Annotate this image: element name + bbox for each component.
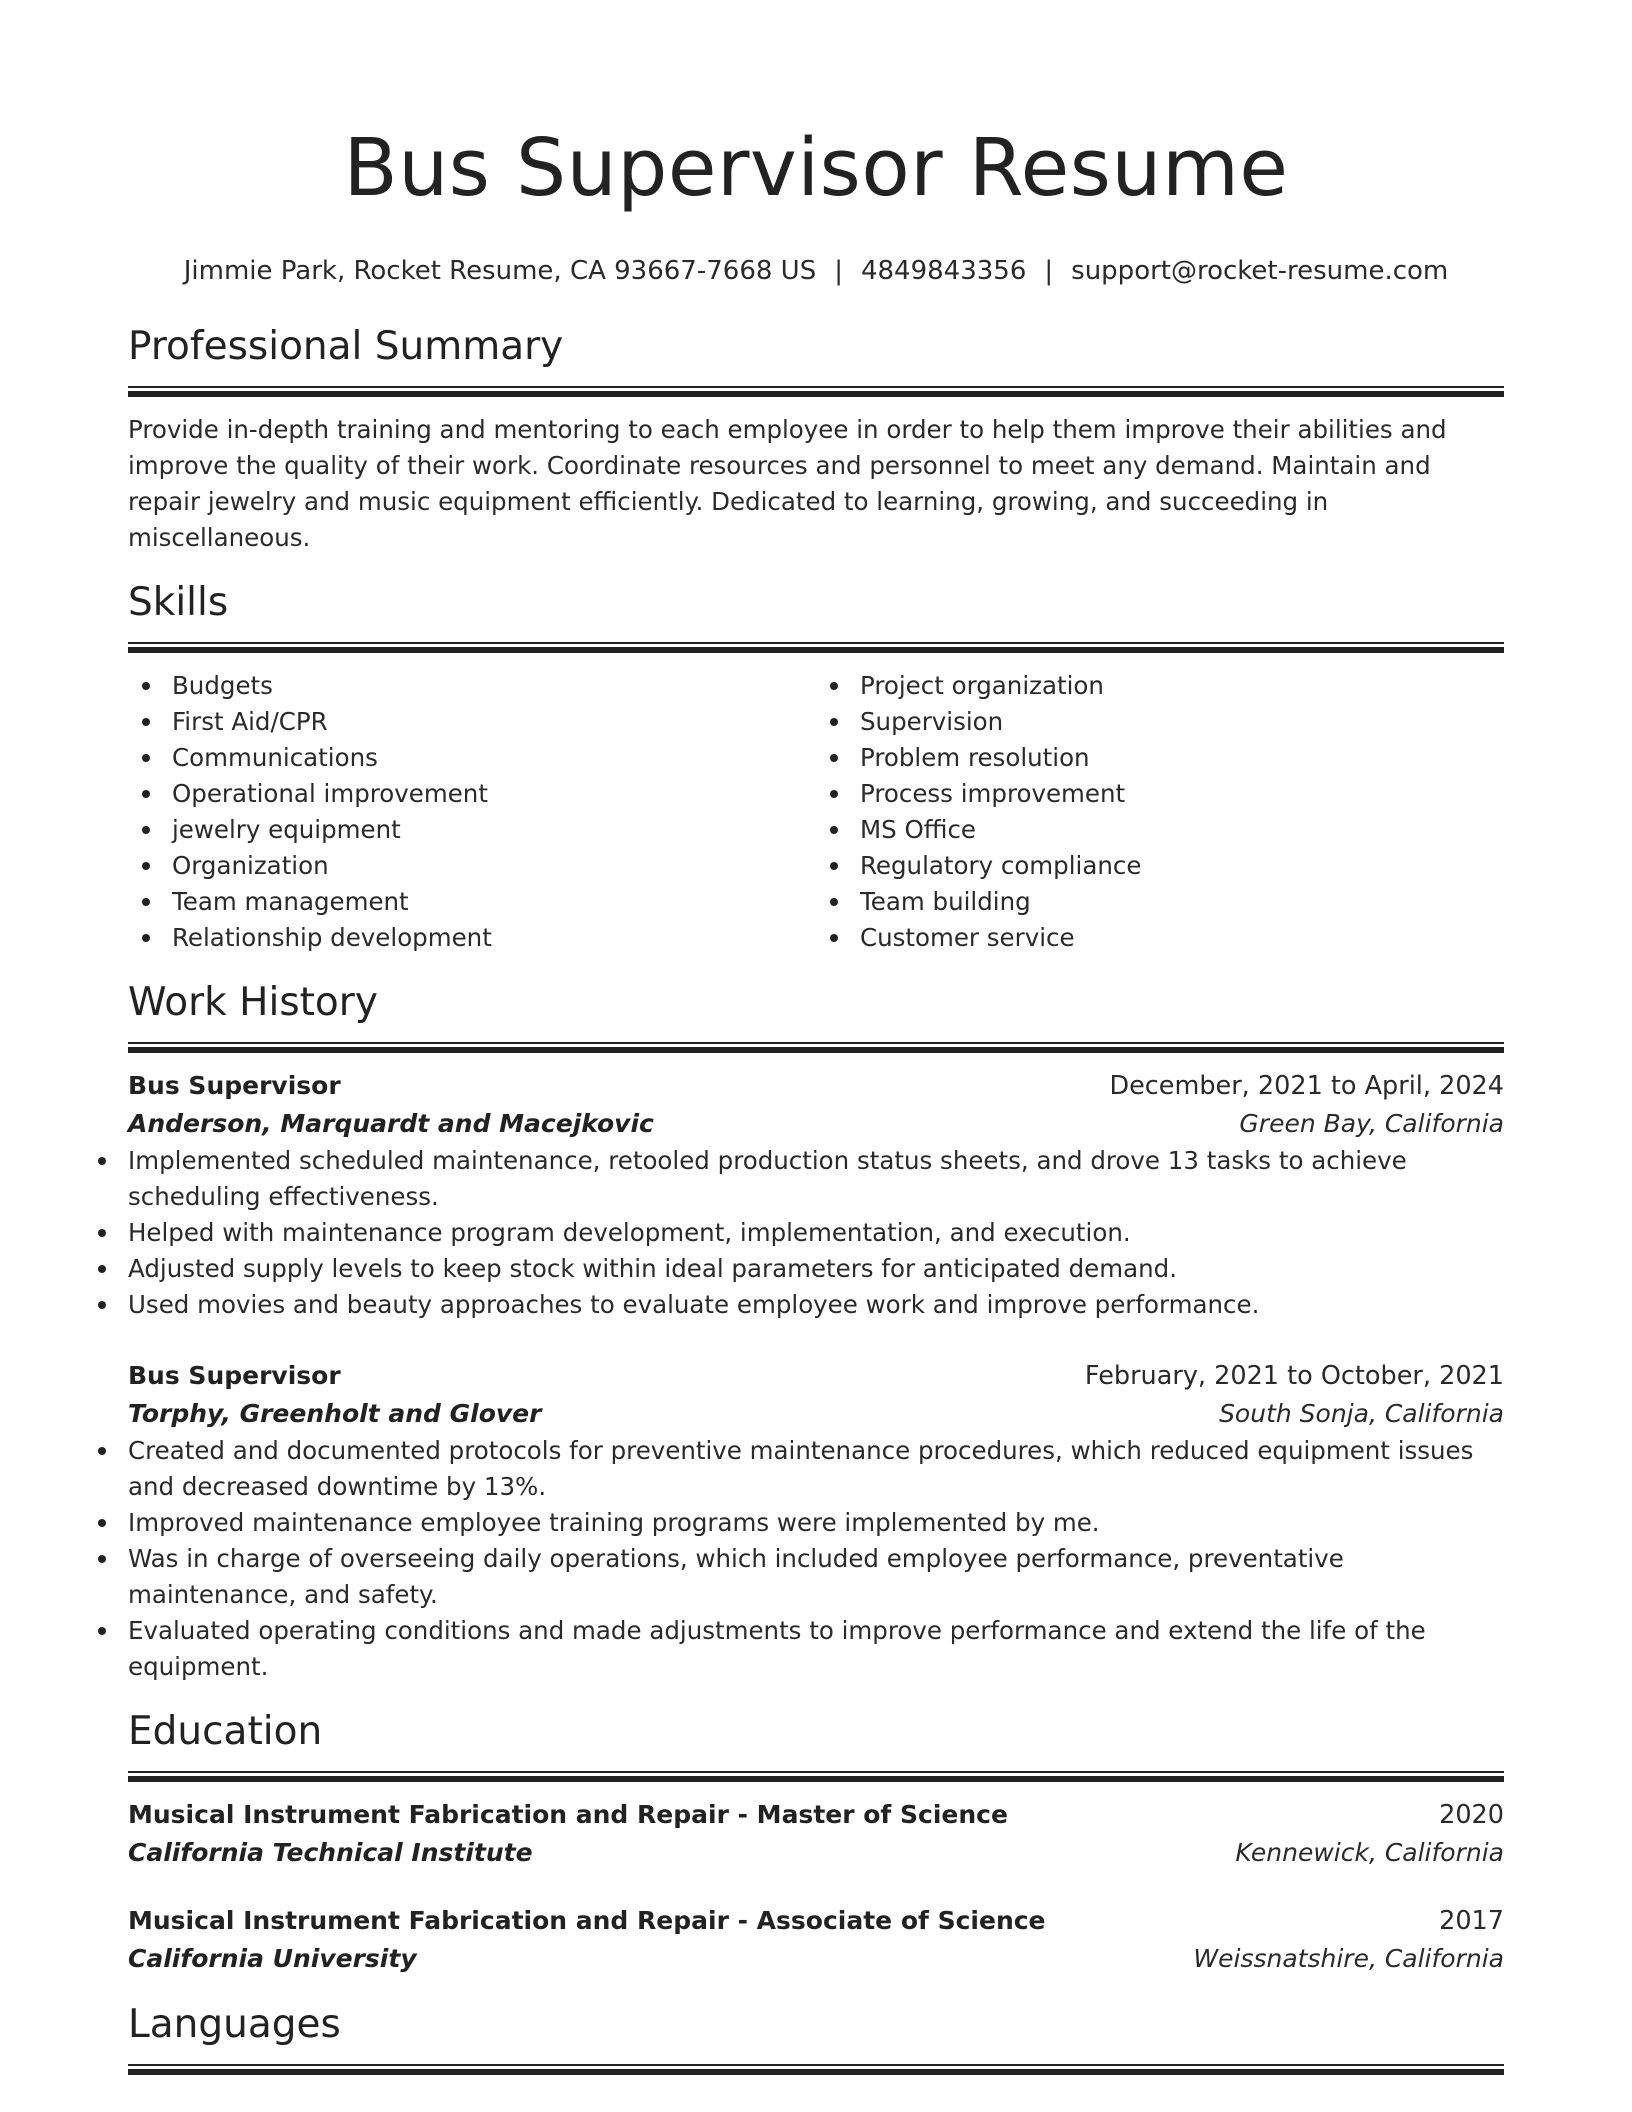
job-location: South Sonja, California	[1219, 1399, 1504, 1428]
job-bullet: Helped with maintenance program development, implementation, and execution.	[128, 1215, 1504, 1251]
education-degree: Musical Instrument Fabrication and Repair - Master of Science	[128, 1800, 1008, 1829]
job-entry	[128, 1067, 1504, 1323]
education-year: 2017	[1439, 1906, 1504, 1936]
job-bullet: Was in charge of overseeing daily operations, which included employee performance, preventative maintenance, and safety.	[128, 1541, 1504, 1613]
job-header	[128, 1357, 1504, 1395]
skill-item: Communications	[172, 740, 816, 776]
skills-list-left	[128, 668, 816, 956]
education-location: Weissnatshire, California	[1193, 1944, 1504, 1973]
job-subheader	[128, 1105, 1504, 1143]
job-header	[128, 1067, 1504, 1105]
education-school: California University	[128, 1944, 417, 1973]
professional-summary-section	[128, 322, 1504, 556]
skill-item: Problem resolution	[860, 740, 1504, 776]
skill-item: Operational improvement	[172, 776, 816, 812]
skill-item: jewelry equipment	[172, 812, 816, 848]
job-bullet-list	[128, 1143, 1504, 1323]
education-entry	[128, 1796, 1504, 1872]
section-heading-languages: Languages	[128, 2002, 341, 2047]
job-company: Torphy, Greenholt and Glover	[128, 1399, 542, 1428]
section-divider	[128, 386, 1504, 397]
education-subheader	[128, 1940, 1504, 1978]
job-bullet: Improved maintenance employee training programs were implemented by me.	[128, 1505, 1504, 1541]
education-year: 2020	[1439, 1800, 1504, 1830]
job-company: Anderson, Marquardt and Macejkovic	[128, 1109, 654, 1138]
education-header	[128, 1796, 1504, 1834]
education-entry	[128, 1902, 1504, 1978]
contact-address: Jimmie Park, Rocket Resume, CA 93667-7668 US	[183, 256, 817, 286]
job-bullet: Used movies and beauty approaches to evaluate employee work and improve performance.	[128, 1287, 1504, 1323]
skill-item: Process improvement	[860, 776, 1504, 812]
section-heading-work: Work History	[128, 980, 378, 1025]
job-entry	[128, 1357, 1504, 1685]
job-location: Green Bay, California	[1239, 1109, 1504, 1138]
skills-section	[128, 578, 1504, 956]
contact-phone: 4849843356	[860, 256, 1027, 286]
languages-section	[128, 2000, 1504, 2075]
section-heading-skills: Skills	[128, 580, 229, 625]
skills-columns	[128, 668, 1504, 956]
section-divider	[128, 1042, 1504, 1053]
job-bullet: Implemented scheduled maintenance, retooled production status sheets, and drove 13 tasks to achieve scheduling effectiveness.	[128, 1143, 1504, 1215]
section-heading-education: Education	[128, 1709, 323, 1754]
job-bullet: Created and documented protocols for preventive maintenance procedures, which reduced equipment issues and decreased downtime by 13%.	[128, 1433, 1504, 1505]
education-subheader	[128, 1834, 1504, 1872]
skill-item: MS Office	[860, 812, 1504, 848]
job-title: Bus Supervisor	[128, 1071, 341, 1100]
job-dates: February, 2021 to October, 2021	[1084, 1361, 1504, 1391]
skill-item: Organization	[172, 848, 816, 884]
resume-title: Bus Supervisor Resume	[343, 122, 1289, 214]
skill-item: Relationship development	[172, 920, 816, 956]
job-bullet: Evaluated operating conditions and made adjustments to improve performance and extend the life of the equipment.	[128, 1613, 1504, 1685]
education-location: Kennewick, California	[1235, 1838, 1504, 1867]
section-heading-summary: Professional Summary	[128, 324, 564, 369]
skills-list-right	[816, 668, 1504, 956]
skill-item: Budgets	[172, 668, 816, 704]
section-divider	[128, 2064, 1504, 2075]
skill-item: Regulatory compliance	[860, 848, 1504, 884]
skill-item: Project organization	[860, 668, 1504, 704]
job-bullet: Adjusted supply levels to keep stock within ideal parameters for anticipated demand.	[128, 1251, 1504, 1287]
education-school: California Technical Institute	[128, 1838, 533, 1867]
skill-item: Customer service	[860, 920, 1504, 956]
section-divider	[128, 1771, 1504, 1782]
education-section	[128, 1707, 1504, 1978]
skill-item: Team management	[172, 884, 816, 920]
job-bullet-list	[128, 1433, 1504, 1685]
job-dates: December, 2021 to April, 2024	[1109, 1071, 1504, 1101]
contact-separator: |	[834, 256, 843, 286]
skill-item: Team building	[860, 884, 1504, 920]
job-subheader	[128, 1395, 1504, 1433]
contact-email: support@rocket-resume.com	[1071, 256, 1449, 286]
education-header	[128, 1902, 1504, 1940]
skill-item: Supervision	[860, 704, 1504, 740]
summary-text: Provide in-depth training and mentoring to each employee in order to help them improve their abilities and improve the quality of their work. Coordinate resources and personnel to meet any demand. Maintain and repair jewelry and music equipment efficiently. Dedicated to learning, growing, and succeeding in miscellaneous.	[128, 415, 1447, 552]
contact-separator: |	[1044, 256, 1054, 286]
work-history-section	[128, 978, 1504, 1685]
contact-line	[128, 254, 1504, 288]
education-degree: Musical Instrument Fabrication and Repair - Associate of Science	[128, 1906, 1046, 1935]
skill-item: First Aid/CPR	[172, 704, 816, 740]
section-divider	[128, 642, 1504, 653]
job-title: Bus Supervisor	[128, 1361, 341, 1390]
